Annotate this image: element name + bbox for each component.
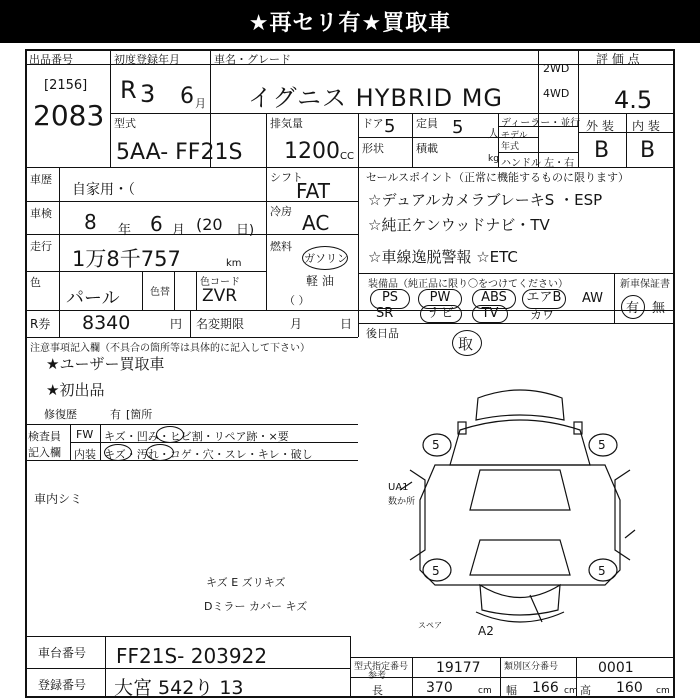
inspector-fw-text: キズ・凹み・ヒビ割・リペア跡・×要 [104, 430, 289, 443]
chassis-label: 車台番号 [38, 646, 87, 660]
notes-header: 注意事項記入欄（不具合の箇所等は具体的に記入して下さい） [30, 343, 310, 354]
size-length-unit: cm [478, 686, 492, 696]
equip-airbag-label: エアB [526, 290, 562, 305]
chassis-value: FF21S- 203922 [116, 644, 268, 668]
selling-line-3: ☆車線逸脱警報 ☆ETC [368, 248, 518, 266]
first-reg-era: R [120, 76, 137, 104]
usage-value: 自家用・（ [72, 182, 135, 198]
equip-ps-label: PS [381, 290, 399, 305]
size-length: 370 [426, 680, 453, 696]
size-height-label: 高 [580, 684, 591, 697]
size-height-unit: cm [656, 686, 670, 696]
model-spec-sub: 参考 [368, 671, 387, 681]
notes-line-1: ★ユーザー買取車 [46, 355, 165, 373]
name-change-day: 日 [340, 317, 353, 331]
mark-ua1-sub: 数か所 [388, 497, 416, 507]
displacement-label: 排気量 [270, 117, 303, 130]
car-name-label: 車名・グレード [214, 53, 291, 66]
color-code: ZVR [202, 286, 238, 306]
shaken-year-unit: 年 [118, 223, 132, 238]
fuel-gas: ガソリン [304, 252, 348, 265]
shaken-day: (20 [196, 215, 223, 234]
note-mirror: Dミラー カバー キズ [204, 600, 308, 613]
model-label: 型式 [114, 117, 136, 130]
first-reg-label: 初度登録年月 [114, 53, 180, 66]
reg-no-label: 登録番号 [38, 678, 87, 692]
nai-mark-2 [146, 444, 174, 461]
shift-value: FAT [296, 179, 331, 203]
recycle-label: R券 [30, 317, 51, 331]
first-reg-unit: 月 [195, 97, 206, 110]
first-reg-month: 6 [180, 84, 194, 109]
capacity-value: 5 [452, 117, 464, 138]
equip-navi [420, 305, 462, 323]
load-label: 積載 [416, 142, 438, 155]
inspector-label-2: 記入欄 [28, 446, 61, 459]
color-label: 色 [30, 276, 41, 289]
warranty-yes: 有 [626, 301, 640, 316]
name-change-label: 名変期限 [196, 317, 245, 331]
inspector-nai-text: キズ・汚れ・コゲ・穴・スレ・キレ・破し [104, 448, 313, 461]
inspector-label-1: 検査員 [28, 430, 61, 443]
nai-mark-1 [104, 444, 132, 461]
selling-header: セールスポイント（正常に機能するものに限ります） [366, 171, 630, 184]
equipment-header: 装備品（純正品に限り〇をつけてください） [368, 279, 568, 290]
lot-label: 出品番号 [29, 53, 73, 66]
mileage-label: 走行 [30, 240, 52, 253]
interior-label: 内 装 [632, 119, 660, 133]
recycle-unit: 円 [170, 317, 183, 331]
fuel-light-oil: 軽 油 [306, 274, 334, 288]
mark-ua1: UA1 [388, 482, 409, 493]
score-label: 評 価 点 [596, 52, 640, 66]
size-width-unit: cm [564, 686, 578, 696]
repair-place: [箇所 [126, 408, 153, 421]
size-width: 166 [532, 680, 559, 696]
size-length-label: 長 [372, 684, 383, 697]
interior-value: B [640, 138, 656, 163]
dealer-label: ディーラー・並行 [501, 118, 581, 129]
equip-aw: AW [582, 291, 604, 306]
capacity-label: 定員 [416, 117, 438, 130]
model-year-label-2: 年式 [501, 142, 520, 152]
model-year-label-1: モデル [501, 131, 528, 141]
selling-line-1: ☆デュアルカメラブレーキS ・ESP [368, 191, 603, 209]
repair-label: 修復歴 [44, 408, 77, 421]
shaken-day-unit: 日) [236, 223, 255, 238]
exterior-label: 外 装 [586, 119, 614, 133]
first-reg-year: 3 [140, 80, 156, 108]
lot-number: 2083 [33, 99, 105, 132]
shaken-month-unit: 月 [172, 223, 186, 238]
size-height: 160 [616, 680, 643, 696]
keys-value: 取 [458, 335, 474, 353]
banner: ★再セリ有★買取車 [0, 0, 700, 43]
usage-label: 車歴 [30, 173, 52, 186]
reg-no-value: 大宮 542り 13 [114, 677, 244, 699]
tire-fr-score: 5 [598, 438, 606, 452]
displacement-value: 1200 [284, 139, 340, 164]
warranty-no: 無 [652, 301, 666, 316]
model-spec-label: 型式指定番号 [354, 662, 409, 672]
spare-label: スペア [418, 621, 442, 630]
equip-pw-label: PW [429, 290, 451, 305]
ac-label: 冷房 [270, 205, 292, 218]
fuel-other: （ ） [284, 294, 310, 307]
model-value: 5AA- FF21S [116, 140, 243, 165]
handle-label: ハンドル 左・右 [501, 158, 575, 169]
inspector-fw: FW [76, 428, 94, 441]
notes-line-2: ★初出品 [46, 381, 105, 399]
shape-label: 形状 [362, 142, 384, 155]
shaken-year: 8 [84, 210, 97, 234]
ac-value: AC [302, 211, 330, 235]
repair-value: 有 [110, 408, 121, 421]
shaken-month: 6 [150, 212, 163, 236]
category-value: 0001 [598, 660, 634, 676]
size-width-label: 幅 [506, 684, 517, 697]
equip-navi-label: ナビ [427, 306, 454, 321]
keys-label: 後日品 [366, 327, 399, 340]
drive-2wd: 2WD [543, 62, 570, 75]
equip-leather: カワ [530, 308, 555, 322]
shift-label: シフト [270, 171, 303, 184]
selling-line-2: ☆純正ケンウッドナビ・TV [368, 216, 550, 234]
repaint-label: 色替 [150, 287, 170, 298]
capacity-unit: 人 [488, 127, 499, 140]
load-unit: kg [488, 154, 499, 164]
drive-4wd: 4WD [543, 87, 570, 100]
score-value: 4.5 [614, 86, 653, 114]
fuel-label: 燃料 [270, 240, 292, 253]
equip-sr: SR [376, 306, 394, 321]
color-code-label: 色コード [200, 277, 240, 288]
doors-label: ドア [362, 117, 384, 130]
remark-text: 車内シミ [34, 492, 83, 506]
warranty-label: 新車保証書 [620, 279, 670, 290]
exterior-value: B [594, 138, 610, 163]
model-spec-value: 19177 [436, 660, 481, 676]
equip-tv [472, 305, 508, 323]
doors-value: 5 [384, 116, 396, 137]
mileage-value: 1万8千757 [72, 247, 181, 271]
fw-mark [156, 426, 184, 443]
equip-tv-label: TV [481, 306, 499, 321]
tire-rr-score: 5 [598, 564, 606, 578]
category-label: 類別区分番号 [504, 662, 559, 672]
shaken-label: 車検 [30, 207, 52, 220]
mark-a2: A2 [478, 624, 494, 638]
tire-rl-score: 5 [432, 564, 440, 578]
tire-fl-score: 5 [432, 438, 440, 452]
note-scratch: キズ E ズリキズ [206, 576, 286, 589]
car-name: イグニス HYBRID MG [248, 84, 504, 112]
equip-abs-label: ABS [481, 290, 507, 305]
color-value: パール [66, 288, 120, 309]
recycle-value: 8340 [82, 312, 131, 334]
displacement-unit: CC [340, 151, 354, 162]
mileage-unit: km [226, 258, 242, 269]
name-change-month: 月 [290, 317, 303, 331]
inspector-nai: 内装 [74, 448, 96, 461]
lot-sub: [2156] [44, 78, 88, 93]
car-diagram [380, 370, 660, 635]
